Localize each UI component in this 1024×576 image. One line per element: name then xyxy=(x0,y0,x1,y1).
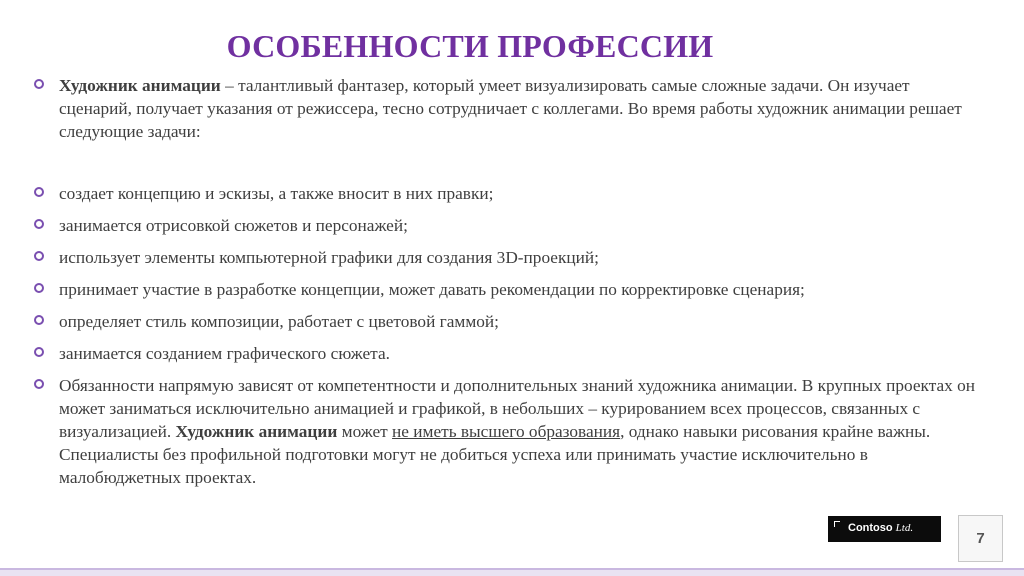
task-text: использует элементы компьютерной графики для создания 3D-проекций; xyxy=(59,248,599,267)
intro-bold-term: Художник анимации xyxy=(59,76,221,95)
task-item xyxy=(34,342,984,365)
final-text-part3: , однако навыки рисования крайне важны. Специалисты без профильной подготовки могут не добиться успеха или принимать участие исключительно в малобюджетных проектах. xyxy=(59,422,931,487)
task-item xyxy=(34,310,984,333)
circle-bullet-icon xyxy=(34,79,44,89)
intro-text: – талантливый фантазер, который умеет визуализировать самые сложные задачи. Он изучает сценарий, получает указания от режиссера, тесно сотрудничает с коллегами. Во время работы художник анимации решает следующие задачи: xyxy=(59,76,962,141)
slide-content xyxy=(34,74,984,489)
circle-bullet-icon xyxy=(34,219,44,229)
circle-bullet-icon xyxy=(34,315,44,325)
task-item xyxy=(34,214,984,237)
logo-brand: Contoso xyxy=(848,522,893,534)
task-item xyxy=(34,246,984,269)
final-underlined-text: не иметь высшего образования xyxy=(392,422,621,441)
contoso-logo xyxy=(828,516,941,542)
circle-bullet-icon xyxy=(34,251,44,261)
final-text-part2: может xyxy=(337,422,393,441)
task-text: определяет стиль композиции, работает с цветовой гаммой; xyxy=(59,312,499,331)
task-text: создает концепцию и эскизы, а также вносит в них правки; xyxy=(59,184,494,203)
page-number-box xyxy=(958,515,1003,562)
task-text: занимается созданием графического сюжета. xyxy=(59,344,390,363)
circle-bullet-icon xyxy=(34,283,44,293)
slide-title: ОСОБЕННОСТИ ПРОФЕССИИ xyxy=(226,28,714,64)
bottom-band xyxy=(0,568,1024,576)
bottom-accent-line xyxy=(0,568,1024,570)
circle-bullet-icon xyxy=(34,379,44,389)
circle-bullet-icon xyxy=(34,347,44,357)
logo-corner-icon xyxy=(834,521,840,527)
circle-bullet-icon xyxy=(34,187,44,197)
bullet-intro xyxy=(34,74,984,143)
task-item xyxy=(34,182,984,205)
task-text: занимается отрисовкой сюжетов и персонажей; xyxy=(59,216,408,235)
bullet-final xyxy=(34,374,984,489)
task-text: принимает участие в разработке концепции, может давать рекомендации по корректировке сценария; xyxy=(59,280,805,299)
task-item xyxy=(34,278,984,301)
page-number: 7 xyxy=(976,530,985,547)
final-text-part1: Обязанности напрямую зависят от компетентности и дополнительных знаний художника анимации. В крупных проектах он может заниматься исключительно анимацией и графикой, в небольших – курированием всех процессов, связанных с визуализацией. xyxy=(59,376,975,441)
final-bold-term: Художник анимации xyxy=(175,422,338,441)
logo-suffix: Ltd. xyxy=(895,522,914,534)
